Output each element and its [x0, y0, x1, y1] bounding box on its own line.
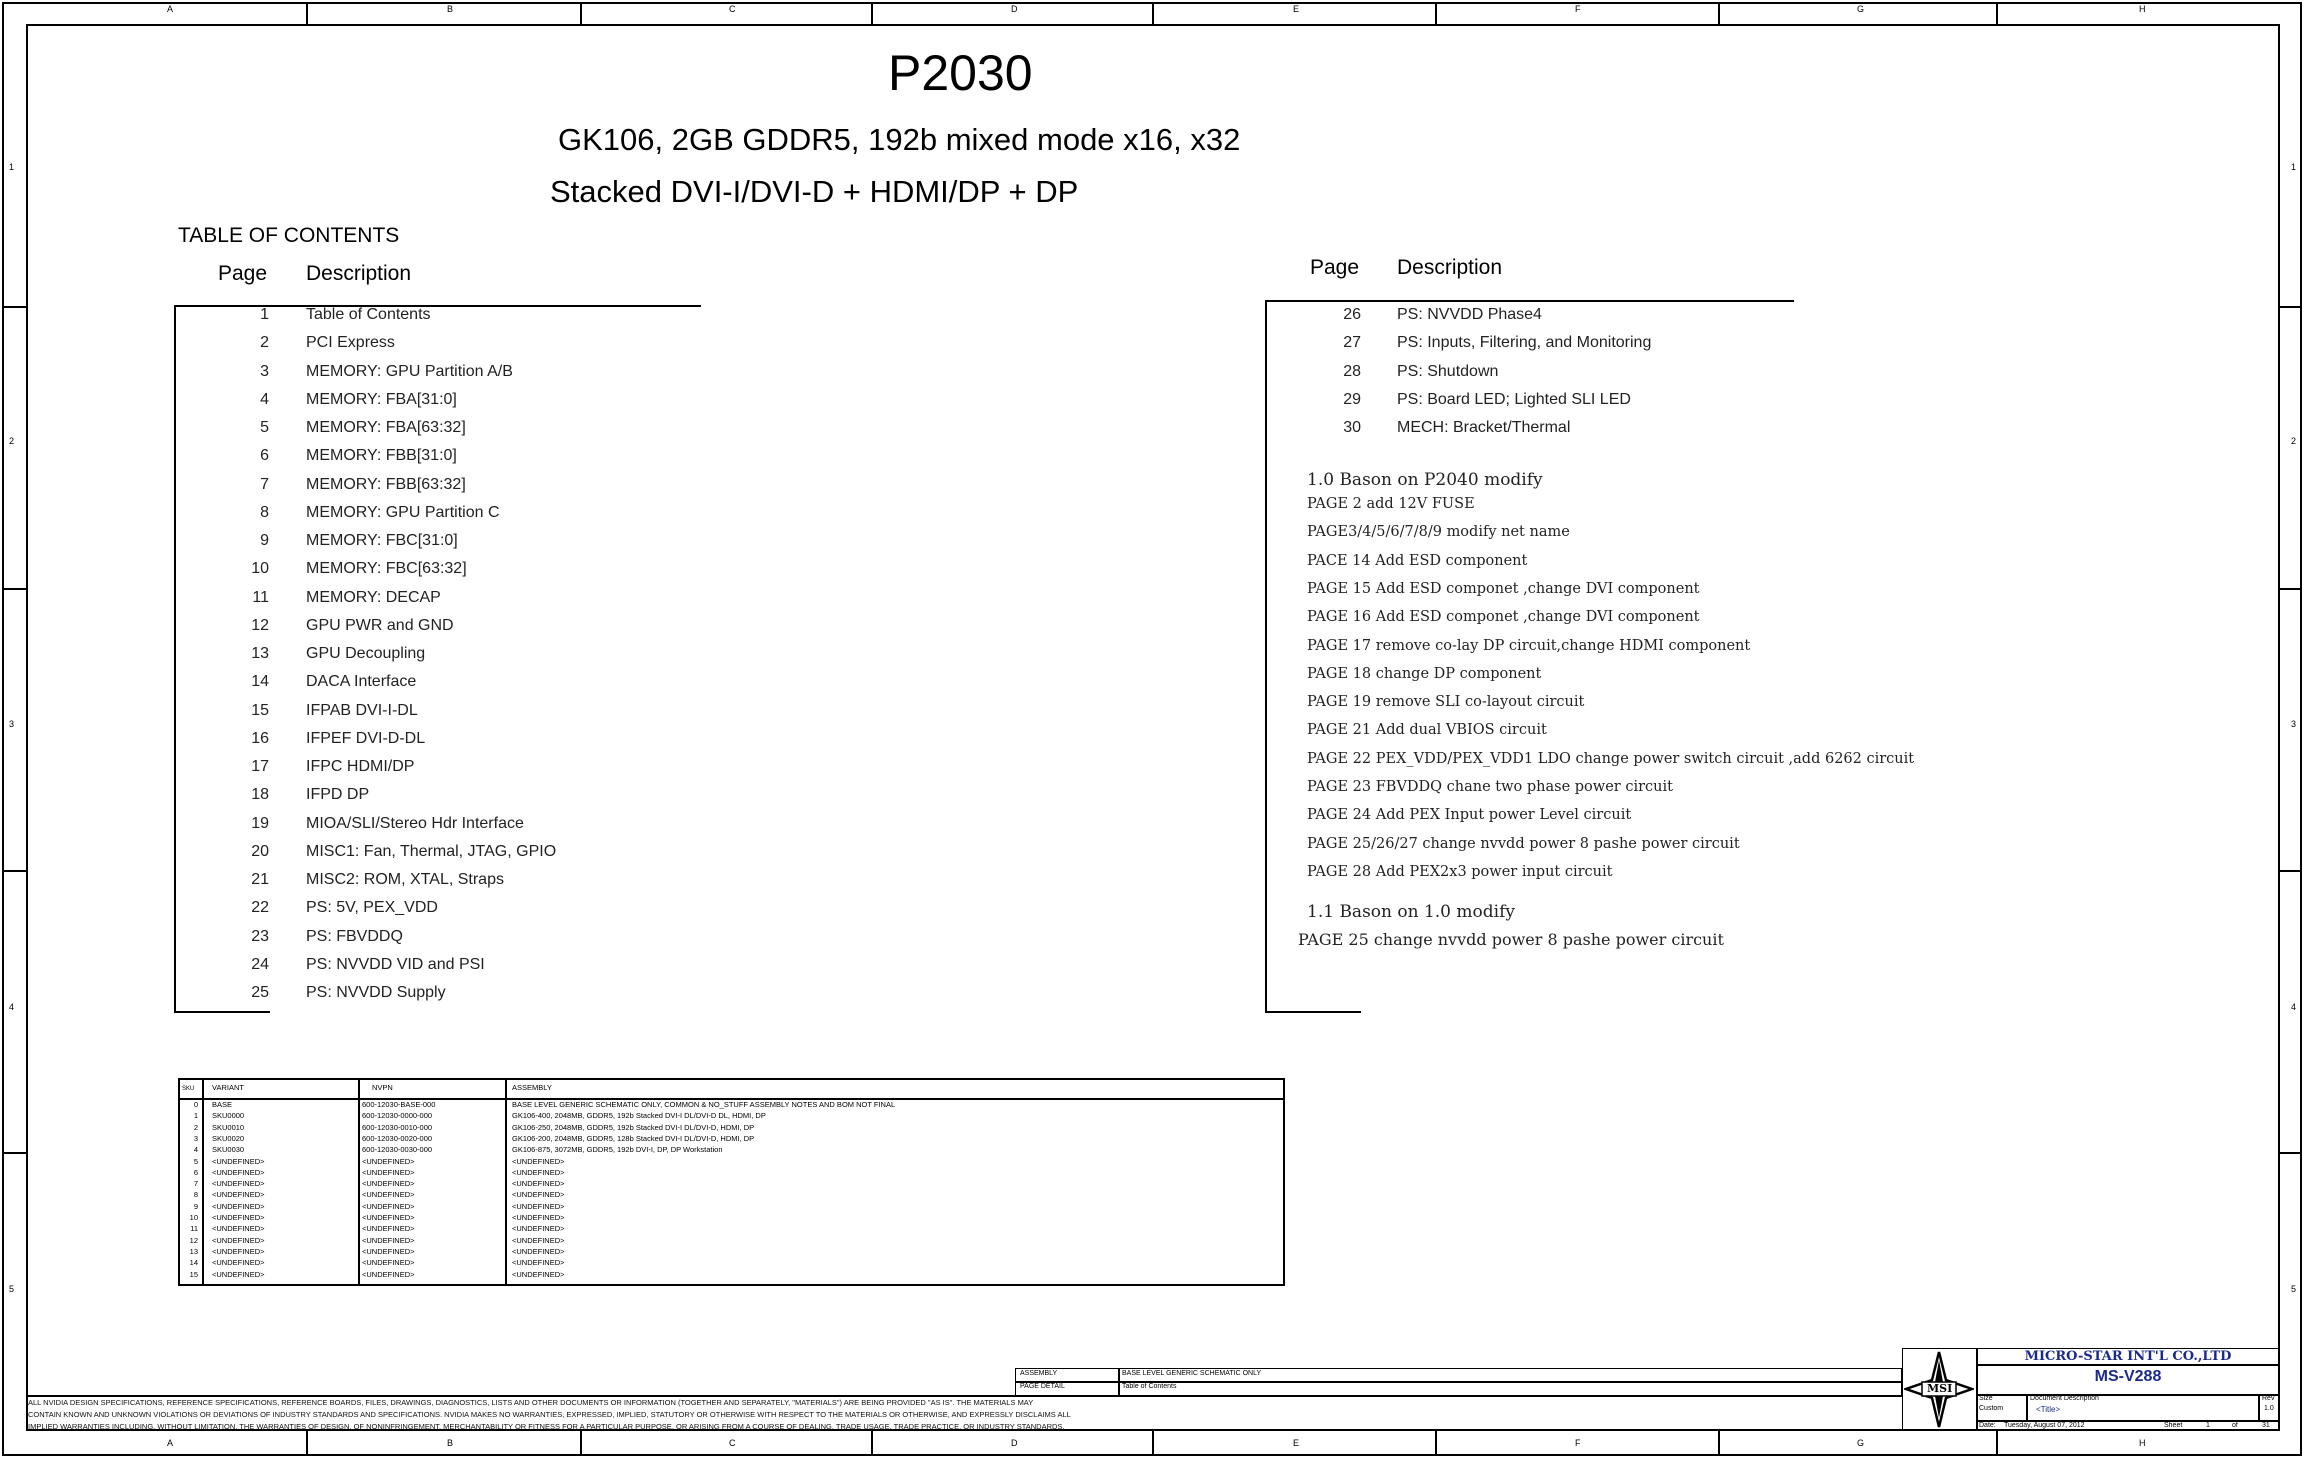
- frame-column-divider: [1718, 2, 1720, 24]
- variant-table-cell-nvpn: <UNDEFINED>: [362, 1156, 415, 1166]
- title-block-logo-divider: [1976, 1348, 1978, 1431]
- assembly-value: BASE LEVEL GENERIC SCHEMATIC ONLY: [1122, 1370, 1262, 1377]
- variant-table-cell-n: 2: [193, 1122, 198, 1132]
- page-detail-label: PAGE DETAIL: [1020, 1383, 1065, 1390]
- msi-logo-text: MSI: [1927, 1382, 1953, 1395]
- toc-right-header-rule: [1265, 300, 1794, 302]
- frame-column-divider: [1435, 1431, 1437, 1456]
- variant-table-cell-nvpn: 600-12030-0010-000: [362, 1122, 433, 1132]
- revision-1-0-line: PAGE 24 Add PEX Input power Level circuit: [1307, 807, 1632, 824]
- toc-entry-page: 14: [251, 673, 269, 691]
- variant-table-cell-assembly: <UNDEFINED>: [512, 1201, 565, 1211]
- toc-entry-description: IFPD DP: [306, 786, 370, 804]
- variant-table-divider: [202, 1080, 204, 1284]
- variant-table-cell-assembly: <UNDEFINED>: [512, 1190, 565, 1200]
- toc-entry-page: 13: [251, 645, 269, 662]
- frame-column-label: A: [167, 4, 174, 14]
- toc-entry-page: 21: [251, 871, 269, 888]
- variant-table-cell-assembly: BASE LEVEL GENERIC SCHEMATIC ONLY, COMMON & NO_STUFF ASSEMBLY NOTES AND BOM NOT FINAL: [512, 1100, 896, 1109]
- assembly-block-vdivider: [1118, 1368, 1120, 1396]
- frame-row-divider: [2280, 1152, 2302, 1154]
- variant-table-cell-variant: BASE: [212, 1100, 233, 1109]
- frame-row-label: 3: [9, 719, 15, 729]
- frame-column-divider: [306, 2, 308, 24]
- variant-table-cell-nvpn: <UNDEFINED>: [362, 1258, 415, 1268]
- frame-column-label: D: [1011, 4, 1018, 14]
- toc-right-description-column-header: Description: [1397, 256, 1503, 279]
- variant-table-cell-nvpn: <UNDEFINED>: [362, 1213, 415, 1222]
- frame-column-divider: [871, 1431, 873, 1456]
- revision-1-0-line: PAGE 19 remove SLI co-layout circuit: [1307, 694, 1585, 711]
- frame-row-divider: [2, 870, 26, 872]
- toc-entry-page: 9: [260, 532, 269, 549]
- toc-page-column-header: Page: [218, 262, 268, 285]
- variant-table-cell-assembly: GK106-875, 3072MB, GDDR5, 192b DVI-I, DP, DP Workstation: [512, 1145, 723, 1155]
- variant-table-cell-assembly: <UNDEFINED>: [512, 1213, 565, 1222]
- toc-heading: TABLE OF CONTENTS: [178, 224, 400, 247]
- frame-column-label: E: [1293, 4, 1300, 14]
- variant-table-cell-n: 1: [193, 1111, 198, 1121]
- toc-entry-page: 7: [260, 475, 269, 493]
- disclaimer-line-3: IMPLIED WARRANTIES INCLUDING, WITHOUT LIMITATION, THE WARRANTIES OF DESIGN, OF NONINFRINGEMENT, MERCHANTABILITY OR FITNESS FOR A PARTICULAR PURPOSE, OR ARISING FROM A COURSE OF DEALING, TRADE USAGE, TRADE PRACTICE, OR INDUSTRY STANDARDS.: [28, 1422, 1065, 1431]
- size-value: Custom: [1979, 1405, 2004, 1412]
- frame-column-label: A: [167, 1438, 174, 1448]
- frame-row-label: 4: [2291, 1002, 2297, 1012]
- revision-1-1-line: PAGE 25 change nvvdd power 8 pashe power circuit: [1298, 930, 1724, 949]
- toc-entry-page: 25: [251, 984, 269, 1001]
- variant-table-cell-variant: <UNDEFINED>: [212, 1213, 265, 1222]
- frame-column-divider: [1996, 1431, 1998, 1456]
- toc-entry-description: PS: Shutdown: [1397, 362, 1499, 380]
- toc-entry-description: MISC2: ROM, XTAL, Straps: [306, 871, 504, 888]
- toc-entry-description: MEMORY: FBA[63:32]: [306, 419, 466, 436]
- toc-entry-description: PS: Board LED; Lighted SLI LED: [1397, 390, 1631, 408]
- variant-table-cell-nvpn: <UNDEFINED>: [362, 1246, 415, 1256]
- toc-entry-description: PS: Inputs, Filtering, and Monitoring: [1397, 334, 1652, 352]
- toc-entry-description: IFPEF DVI-D-DL: [306, 729, 426, 747]
- toc-entry-page: 17: [251, 758, 269, 775]
- toc-entry-page: 20: [251, 842, 269, 860]
- variant-table-cell-n: 3: [193, 1133, 198, 1143]
- variant-table-cell-assembly: GK106-400, 2048MB, GDDR5, 192b Stacked DVI-I DL/DVI-D DL, HDMI, DP: [512, 1111, 766, 1121]
- toc-entry-page: 4: [260, 390, 269, 408]
- title-block-rule-1: [1976, 1364, 2280, 1366]
- variant-table-cell-assembly: <UNDEFINED>: [512, 1179, 565, 1189]
- toc-entry-description: MEMORY: DECAP: [306, 588, 441, 606]
- date-value: Tuesday, August 07, 2012: [2004, 1422, 2085, 1429]
- variant-table-cell-assembly: <UNDEFINED>: [512, 1156, 565, 1166]
- revision-1-0-line: PAGE 16 Add ESD componet ,change DVI component: [1307, 609, 1700, 626]
- disclaimer-line-1: ALL NVIDIA DESIGN SPECIFICATIONS, REFERENCE SPECIFICATIONS, REFERENCE BOARDS, FILES, DRAWINGS, DIAGNOSTICS, LISTS AND OTHER DOCUMENTS OR INFORMATION (TOGETHER AND SEPARATELY, "MATERIALS") ARE BEING PROVIDED "AS IS". THE MATERIALS MAY: [28, 1398, 1034, 1407]
- variant-table-divider: [505, 1080, 507, 1284]
- frame-column-divider: [306, 1431, 308, 1456]
- frame-column-label: C: [729, 1438, 736, 1448]
- toc-entry-page: 6: [260, 447, 269, 465]
- frame-column-label: C: [729, 4, 736, 14]
- toc-bottom-rule: [174, 1011, 270, 1013]
- frame-column-divider: [1718, 1431, 1720, 1456]
- variant-table-cell-assembly: <UNDEFINED>: [512, 1258, 565, 1268]
- frame-column-divider: [1152, 1431, 1154, 1456]
- variant-table-cell-nvpn: <UNDEFINED>: [362, 1190, 415, 1200]
- frame-column-divider: [580, 2, 582, 24]
- variant-table-cell-variant: <UNDEFINED>: [212, 1258, 265, 1268]
- frame-row-label: 3: [2291, 719, 2297, 729]
- toc-entry-description: PS: NVVDD Phase4: [1397, 306, 1542, 323]
- variant-table-cell-n: 7: [193, 1179, 198, 1189]
- frame-row-divider: [2280, 870, 2302, 872]
- rev-label: Rev: [2262, 1395, 2275, 1402]
- frame-row-divider: [2, 306, 26, 308]
- revision-1-0-line: PAGE 22 PEX_VDD/PEX_VDD1 LDO change power switch circuit ,add 6262 circuit: [1307, 750, 1915, 767]
- frame-column-label: D: [1011, 1438, 1018, 1448]
- date-label: Date:: [1979, 1422, 1996, 1429]
- toc-entry-page: 30: [1343, 419, 1361, 436]
- variant-table-cell-n: 11: [190, 1224, 198, 1234]
- frame-column-divider: [1996, 2, 1998, 24]
- toc-entry-page: 22: [251, 899, 269, 917]
- title-block-rev-divider: [2258, 1394, 2260, 1420]
- variant-table-cell-nvpn: 600-12030-0000-000: [362, 1111, 433, 1121]
- toc-entry-description: PCI Express: [306, 334, 395, 352]
- revision-1-0-line: PAGE 18 change DP component: [1307, 665, 1542, 682]
- variant-table-cell-assembly: GK106-200, 2048MB, GDDR5, 128b Stacked DVI-I DL/DVI-D, HDMI, DP: [512, 1133, 755, 1143]
- variant-table-cell-assembly: GK106-250, 2048MB, GDDR5, 192b Stacked DVI-I DL/DVI-D, HDMI, DP: [512, 1122, 755, 1132]
- variant-table-cell-n: 8: [193, 1190, 198, 1200]
- toc-entry-page: 10: [251, 560, 269, 578]
- revision-1-0-line: PAGE 23 FBVDDQ chane two phase power circuit: [1307, 779, 1673, 795]
- frame-row-label: 2: [9, 436, 15, 446]
- toc-entry-description: MEMORY: GPU Partition C: [306, 503, 500, 521]
- frame-column-divider: [1152, 2, 1154, 24]
- toc-right-page-column-header: Page: [1310, 256, 1360, 279]
- variant-table-cell-assembly: <UNDEFINED>: [512, 1235, 565, 1245]
- frame-column-label: B: [447, 4, 454, 14]
- variant-table-cell-variant: SKU0000: [212, 1111, 245, 1121]
- frame-column-label: B: [447, 1438, 454, 1448]
- rev-value: 1.0: [2264, 1405, 2274, 1412]
- revision-1-0-line: PAGE 21 Add dual VBIOS circuit: [1307, 722, 1547, 739]
- toc-entry-description: MEMORY: FBA[31:0]: [306, 390, 457, 408]
- variant-table-cell-assembly: <UNDEFINED>: [512, 1269, 565, 1279]
- title-block-size-divider: [2026, 1394, 2028, 1420]
- toc-entry-description: MIOA/SLI/Stereo Hdr Interface: [306, 814, 524, 832]
- variant-table: [178, 1078, 1285, 1286]
- frame-row-label: 5: [9, 1284, 15, 1294]
- revision-1-0-line: PAGE 25/26/27 change nvvdd power 8 pashe power circuit: [1307, 835, 1740, 852]
- toc-entry-page: 12: [251, 616, 269, 634]
- assembly-label: ASSEMBLY: [1020, 1370, 1058, 1377]
- frame-column-label: E: [1293, 1438, 1300, 1448]
- toc-entry-page: 16: [251, 729, 269, 747]
- frame-column-label: G: [1857, 1438, 1865, 1448]
- frame-row-label: 1: [9, 162, 15, 172]
- toc-entry-description: PS: FBVDDQ: [306, 927, 403, 945]
- toc-right-bracket: [1265, 300, 1267, 1013]
- title-block-rule-2: [1976, 1394, 2280, 1396]
- variant-table-cell-nvpn: <UNDEFINED>: [362, 1201, 415, 1211]
- toc-entry-page: 5: [260, 419, 269, 436]
- revision-1-0-heading: 1.0 Bason on P2040 modify: [1307, 470, 1543, 490]
- toc-entry-description: MEMORY: GPU Partition A/B: [306, 362, 513, 380]
- frame-column-label: H: [2139, 4, 2146, 14]
- toc-entry-description: GPU Decoupling: [306, 645, 426, 662]
- variant-table-cell-nvpn: <UNDEFINED>: [362, 1224, 415, 1234]
- toc-right-bottom-rule: [1265, 1011, 1361, 1013]
- frame-column-label: G: [1857, 4, 1865, 14]
- document-value: <Title>: [2036, 1405, 2061, 1414]
- toc-entry-page: 15: [251, 701, 269, 719]
- toc-left-bracket: [174, 305, 176, 1013]
- variant-table-cell-n: 14: [189, 1258, 198, 1268]
- frame-row-label: 4: [9, 1002, 15, 1012]
- sheet-label: Sheet: [2164, 1422, 2183, 1429]
- msi-logo: [1904, 1350, 1974, 1429]
- toc-entry-page: 19: [251, 814, 269, 832]
- variant-table-header-variant: VARIANT: [212, 1083, 244, 1092]
- revision-1-0-line: PAGE3/4/5/6/7/8/9 modify net name: [1307, 524, 1570, 541]
- revision-1-0-line: PAGE 17 remove co-lay DP circuit,change HDMI component: [1307, 637, 1751, 654]
- toc-description-column-header: Description: [306, 262, 412, 285]
- variant-table-cell-variant: <UNDEFINED>: [212, 1224, 265, 1234]
- toc-entry-page: 29: [1343, 390, 1361, 408]
- variant-table-cell-assembly: <UNDEFINED>: [512, 1224, 565, 1234]
- toc-entry-page: 24: [251, 955, 269, 973]
- variant-table-cell-assembly: <UNDEFINED>: [512, 1167, 565, 1177]
- variant-table-cell-variant: <UNDEFINED>: [212, 1246, 265, 1256]
- toc-entry-page: 11: [252, 588, 269, 606]
- variant-table-cell-variant: <UNDEFINED>: [212, 1201, 265, 1211]
- revision-1-0-line: PAGE 28 Add PEX2x3 power input circuit: [1307, 863, 1613, 880]
- revision-1-0-line: PAGE 15 Add ESD componet ,change DVI component: [1307, 580, 1700, 597]
- toc-entry-description: PS: NVVDD VID and PSI: [306, 955, 485, 973]
- toc-entry-page: 23: [251, 927, 269, 945]
- toc-entry-description: MECH: Bracket/Thermal: [1397, 419, 1571, 436]
- toc-entry-page: 18: [251, 786, 269, 804]
- variant-table-cell-n: 13: [189, 1246, 198, 1256]
- disclaimer-top-rule: [26, 1395, 1902, 1397]
- revision-1-1-heading: 1.1 Bason on 1.0 modify: [1307, 902, 1515, 922]
- variant-table-cell-n: 10: [189, 1213, 198, 1222]
- toc-entry-description: DACA Interface: [306, 673, 417, 691]
- variant-table-cell-n: 5: [193, 1156, 198, 1166]
- toc-entry-page: 28: [1343, 362, 1361, 380]
- toc-entry-page: 2: [260, 334, 269, 352]
- toc-entry-description: IFPAB DVI-I-DL: [306, 701, 418, 719]
- revision-1-0-line: PAGE 2 add 12V FUSE: [1307, 496, 1475, 512]
- document-label: Document Description: [2030, 1395, 2099, 1402]
- frame-column-divider: [580, 1431, 582, 1456]
- variant-table-cell-n: 12: [189, 1235, 198, 1245]
- toc-entry-description: PS: NVVDD Supply: [306, 984, 446, 1001]
- page-detail-value: Table of Contents: [1122, 1383, 1177, 1390]
- variant-table-cell-variant: <UNDEFINED>: [212, 1179, 265, 1189]
- frame-column-divider: [1435, 2, 1437, 24]
- toc-entry-page: 27: [1343, 334, 1361, 352]
- frame-row-label: 1: [2291, 162, 2297, 172]
- model-number: MS-V288: [2094, 1368, 2162, 1385]
- variant-table-cell-nvpn: 600-12030-BASE-000: [362, 1100, 436, 1109]
- variant-table-cell-variant: <UNDEFINED>: [212, 1190, 265, 1200]
- size-label: Size: [1979, 1395, 1993, 1402]
- variant-table-cell-variant: <UNDEFINED>: [212, 1167, 265, 1177]
- company-name: MICRO-STAR INT'L CO.,LTD: [2024, 1349, 2232, 1364]
- variant-table-cell-n: 15: [189, 1269, 198, 1279]
- toc-entry-description: IFPC HDMI/DP: [306, 758, 415, 775]
- variant-table-cell-nvpn: 600-12030-0020-000: [362, 1133, 433, 1143]
- variant-table-cell-variant: SKU0020: [212, 1133, 245, 1143]
- document-title: P2030: [888, 45, 1033, 101]
- variant-table-cell-variant: <UNDEFINED>: [212, 1156, 265, 1166]
- disclaimer-line-2: CONTAIN KNOWN AND UNKNOWN VIOLATIONS OR DEVIATIONS OF INDUSTRY STANDARDS AND SPECIFICATIONS. NVIDIA MAKES NO WARRANTIES, EXPRESSED, IMPLIED, STATUTORY OR OTHERWISE WITH RESPECT TO THE MATERIALS OR OTHERWISE, AND EXPRESSLY DISCLAIMS ALL: [28, 1410, 1071, 1419]
- variant-table-cell-variant: SKU0030: [212, 1145, 245, 1155]
- toc-entry-page: 3: [260, 362, 269, 380]
- frame-row-divider: [2, 588, 26, 590]
- frame-column-label: F: [1575, 1438, 1581, 1448]
- variant-table-cell-n: 9: [193, 1201, 198, 1211]
- frame-column-divider: [871, 2, 873, 24]
- toc-entry-page: 26: [1343, 306, 1361, 323]
- document-subtitle-1: GK106, 2GB GDDR5, 192b mixed mode x16, x32: [558, 122, 1241, 157]
- variant-table-cell-variant: SKU0010: [212, 1122, 245, 1132]
- toc-entry-description: GPU PWR and GND: [306, 616, 454, 634]
- toc-entry-description: MEMORY: FBC[31:0]: [306, 532, 458, 549]
- frame-column-label: F: [1575, 4, 1581, 14]
- variant-table-cell-n: 0: [193, 1100, 198, 1109]
- toc-entry-description: MEMORY: FBB[63:32]: [306, 475, 466, 493]
- variant-table-cell-nvpn: 600-12030-0030-000: [362, 1145, 433, 1155]
- of-label: of: [2232, 1422, 2238, 1429]
- toc-entry-description: MEMORY: FBC[63:32]: [306, 560, 467, 578]
- variant-table-cell-nvpn: <UNDEFINED>: [362, 1269, 415, 1279]
- revision-1-0-line: PACE 14 Add ESD component: [1307, 552, 1528, 569]
- variant-table-cell-assembly: <UNDEFINED>: [512, 1246, 565, 1256]
- sheet-value: 1: [2206, 1422, 2210, 1429]
- variant-table-cell-nvpn: <UNDEFINED>: [362, 1235, 415, 1245]
- variant-table-header-row: [180, 1080, 1283, 1100]
- document-subtitle-2: Stacked DVI-I/DVI-D + HDMI/DP + DP: [550, 174, 1079, 209]
- toc-entry-page: 1: [260, 306, 269, 323]
- frame-row-divider: [2280, 306, 2302, 308]
- variant-table-cell-n: 6: [193, 1167, 198, 1177]
- variant-table-cell-nvpn: <UNDEFINED>: [362, 1167, 415, 1177]
- of-value: 31: [2262, 1422, 2270, 1429]
- variant-table-header-sku: SKU: [182, 1086, 195, 1092]
- frame-row-divider: [2, 1152, 26, 1154]
- variant-table-header-nvpn: NVPN: [372, 1083, 393, 1092]
- variant-table-divider: [358, 1080, 360, 1284]
- variant-table-cell-variant: <UNDEFINED>: [212, 1235, 265, 1245]
- toc-entry-description: MISC1: Fan, Thermal, JTAG, GPIO: [306, 842, 557, 860]
- toc-entry-description: PS: 5V, PEX_VDD: [306, 899, 438, 917]
- toc-entry-page: 8: [260, 503, 269, 521]
- frame-row-label: 5: [2291, 1284, 2297, 1294]
- frame-column-label: H: [2139, 1438, 2146, 1448]
- frame-row-divider: [2280, 588, 2302, 590]
- variant-table-header-assembly: ASSEMBLY: [512, 1083, 552, 1092]
- toc-entry-description: MEMORY: FBB[31:0]: [306, 447, 457, 465]
- toc-entry-description: Table of Contents: [306, 306, 431, 323]
- variant-table-cell-n: 4: [193, 1145, 198, 1155]
- frame-row-label: 2: [2291, 436, 2297, 446]
- variant-table-cell-variant: <UNDEFINED>: [212, 1269, 265, 1279]
- variant-table-cell-nvpn: <UNDEFINED>: [362, 1179, 415, 1189]
